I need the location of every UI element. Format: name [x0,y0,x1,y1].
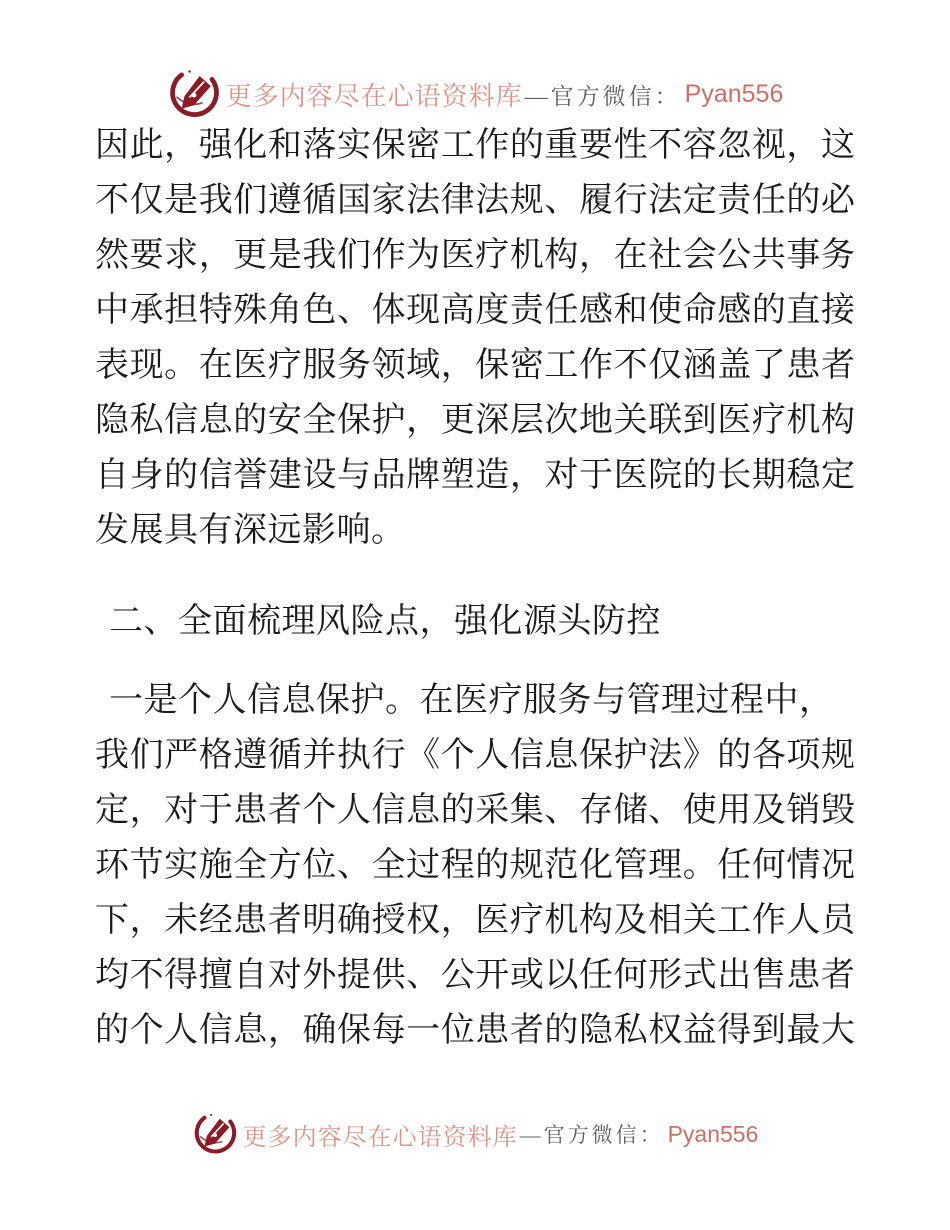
text-line: 因此，强化和落实保密工作的重要性不容忽视，这 [95,127,855,164]
text-line: 下，未经患者明确授权，医疗机构及相关工作人员 [95,902,855,939]
watermark-separator-text: —官方微信： [524,83,681,109]
text-line: 均不得擅自对外提供、公开或以任何形式出售患者 [95,957,855,994]
watermark-separator-text: —官方微信： [519,1123,664,1147]
text-line: 一是个人信息保护。在医疗服务与管理过程中， [109,682,834,719]
footer-watermark [0,1104,950,1164]
section-heading [95,594,855,649]
header-watermark [0,62,950,126]
text-line: 定，对于患者个人信息的采集、存储、使用及销毁 [95,792,855,829]
text-line: 隐私信息的安全保护，更深层次地关联到医疗机构 [95,402,855,439]
brand-pen-swirl-icon [167,67,221,121]
text-line: 不仅是我们遵循国家法律法规、履行法定责任的必 [95,182,855,219]
watermark-brand-text: 更多内容尽在心语资料库 [242,1124,518,1151]
text-line: 二、全面梳理风险点，强化源头防控 [109,603,661,640]
text-line: 环节实施全方位、全过程的规范化管理。任何情况 [95,847,855,884]
watermark-wechat-id: Pyan556 [684,79,784,108]
brand-pen-swirl-icon [192,1111,238,1157]
text-line: 的个人信息，确保每一位患者的隐私权益得到最大 [95,1012,855,1049]
text-line: 发展具有深远影响。 [95,512,406,549]
text-line: 然要求，更是我们作为医疗机构，在社会公共事务 [95,237,855,274]
watermark-wechat-id: Pyan556 [667,1120,759,1147]
text-line: 中承担特殊角色、体现高度责任感和使命感的直接 [95,292,855,329]
paragraph [95,673,855,1058]
text-line: 自身的信誉建设与品牌塑造，对于医院的长期稳定 [95,457,855,494]
document-body [95,118,855,1058]
text-line: 我们严格遵循并执行《个人信息保护法》的各项规 [95,737,855,774]
text-line: 表现。在医疗服务领域，保密工作不仅涵盖了患者 [95,347,855,384]
watermark-brand-text: 更多内容尽在心语资料库 [225,81,523,111]
paragraph [95,118,855,558]
